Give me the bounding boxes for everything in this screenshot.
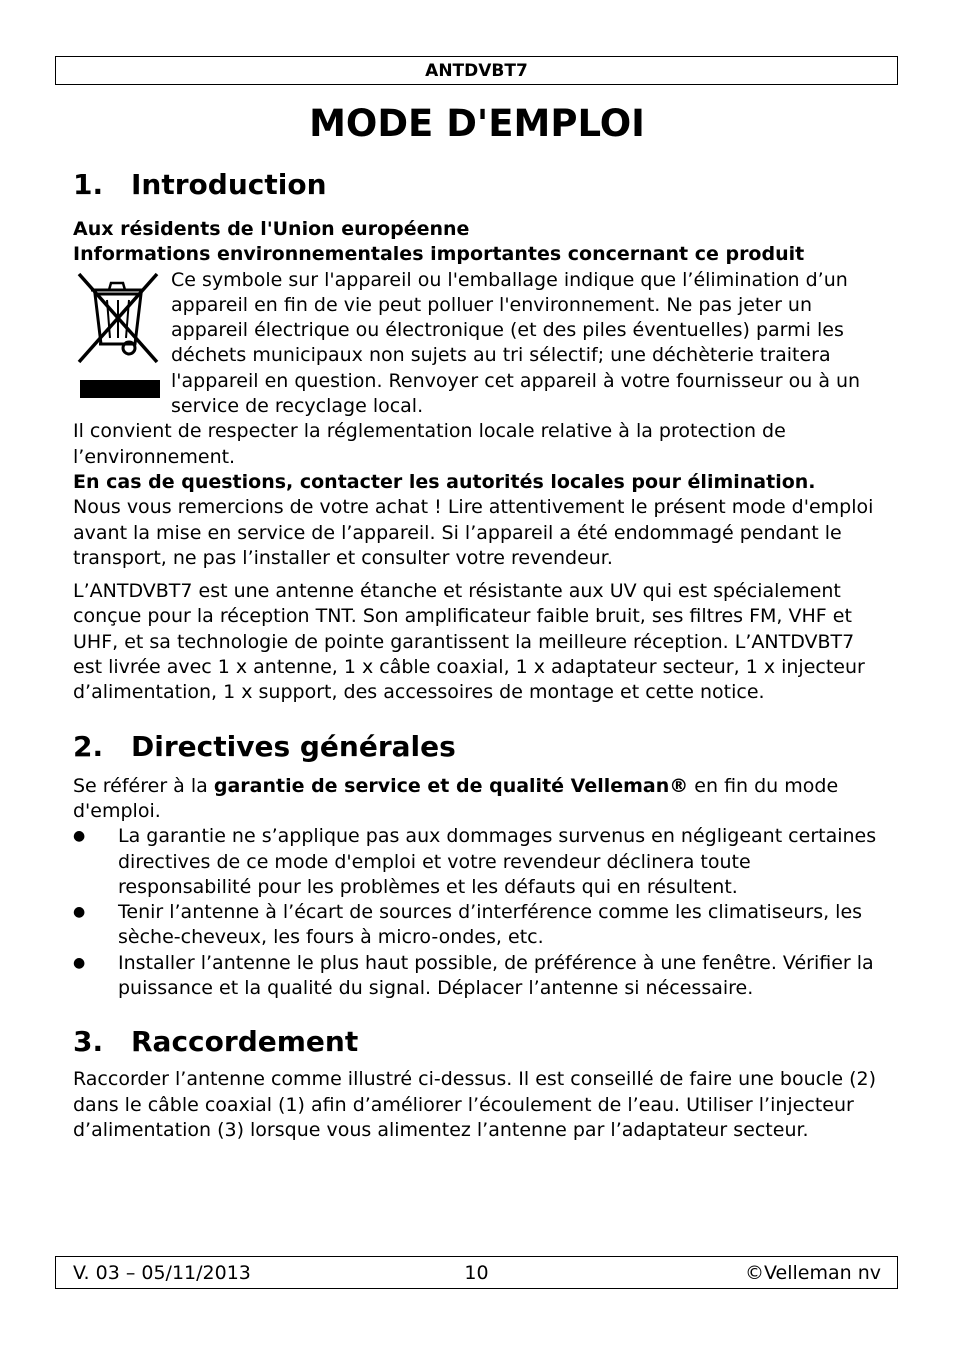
weee-block xyxy=(73,268,883,420)
eu-residents-heading: Aux résidents de l'Union européenne xyxy=(73,218,470,240)
footer-page-number: 10 xyxy=(464,1262,489,1284)
list-item-text: Tenir l’antenne à l’écart de sources d’interférence comme les climatiseurs, les sèche-cheveux, les fours à micro-ondes, etc. xyxy=(118,901,863,949)
document-title: MODE D'EMPLOI xyxy=(309,102,645,145)
warranty-reference: garantie de service et de qualité Velleman® xyxy=(213,774,689,797)
weee-text: Ce symbole sur l'appareil ou l'emballage indique que l’élimination d’un appareil en fin de vie peut polluer l'environnement. Ne pas jeter un appareil électrique ou électronique (et des piles éventuelles) parmi les déchets municipaux non sujets au tri sélectif; une déchèterie traitera l'appareil en question. Renvoyer cet appareil à votre fournisseur ou à un service de recyclage local. xyxy=(171,268,861,418)
bullet-icon: ● xyxy=(73,828,86,845)
section-number: 3. xyxy=(73,1025,104,1059)
footer xyxy=(55,1256,898,1289)
list-item-text: La garantie ne s’applique pas aux dommages survenus en négligeant certaines directives de ce mode d'emploi et votre revendeur déclinera toute responsabilité pour les problèmes et les défauts qui en résultent. xyxy=(118,825,877,898)
list-item xyxy=(73,951,883,1002)
bullet-icon: ● xyxy=(73,954,86,971)
footer-version: V. 03 – 05/11/2013 xyxy=(73,1262,251,1284)
raccordement-text: Raccorder l’antenne comme illustré ci-dessus. Il est conseillé de faire une boucle (2) dans le câble coaxial (1) afin d’améliorer l’écoulement de l’eau. Utiliser l’injecteur d’alimentation (3) lorsque vous alimentez l’antenne par l’adaptateur secteur. xyxy=(73,1068,876,1141)
description-text: L’ANTDVBT7 est une antenne étanche et résistante aux UV qui est spécialement conçue pour la réception TNT. Son amplificateur faible bruit, ses filtres FM, VHF et UHF, et sa technologie de pointe garantissent la meilleure réception. L’ANTDVBT7 est livrée avec 1 x antenne, 1 x câble coaxial, 1 x adaptateur secteur, 1 x injecteur d’alimentation, 1 x support, des accessoires de montage et cette notice. xyxy=(73,580,865,704)
main-content xyxy=(73,164,883,1143)
list-item xyxy=(73,900,883,951)
questions-text: En cas de questions, contacter les autorités locales pour élimination. xyxy=(73,470,816,493)
footer-copyright: ©Velleman nv xyxy=(745,1262,881,1284)
directives-intro-before: Se référer à la xyxy=(73,774,214,797)
regulation-text: Il convient de respecter la réglementation locale relative à la protection de l’environnement. xyxy=(73,420,786,468)
section-number: 2. xyxy=(73,729,104,763)
env-info-heading: Informations environnementales importantes concernant ce produit xyxy=(73,243,805,266)
section-title: Directives générales xyxy=(131,729,456,763)
section-title: Introduction xyxy=(131,168,327,201)
directives-intro xyxy=(73,774,883,825)
thanks-text: Nous vous remercions de votre achat ! Lire attentivement le présent mode d'emploi avant la mise en service de l’appareil. Si l’appareil a été endommagé pendant le transport, ne pas l’installer et consulter votre revendeur. xyxy=(73,496,874,569)
header-model: ANTDVBT7 xyxy=(425,61,528,81)
weee-crossed-bin-icon xyxy=(73,268,161,398)
directives-intro-after: en fin du mode d'emploi. xyxy=(73,774,839,822)
section-number: 1. xyxy=(73,168,104,201)
directives-list xyxy=(73,824,883,1001)
section-heading-directives xyxy=(73,726,883,768)
section-heading-raccordement xyxy=(73,1021,883,1063)
bullet-icon: ● xyxy=(73,904,86,921)
section-title: Raccordement xyxy=(131,1025,359,1059)
list-item xyxy=(73,824,883,900)
section-heading-introduction xyxy=(73,164,883,206)
list-item-text: Installer l’antenne le plus haut possible, de préférence à une fenêtre. Vérifier la puissance et la qualité du signal. Déplacer l’antenne si nécessaire. xyxy=(118,951,874,1000)
header-model-box xyxy=(55,56,898,85)
